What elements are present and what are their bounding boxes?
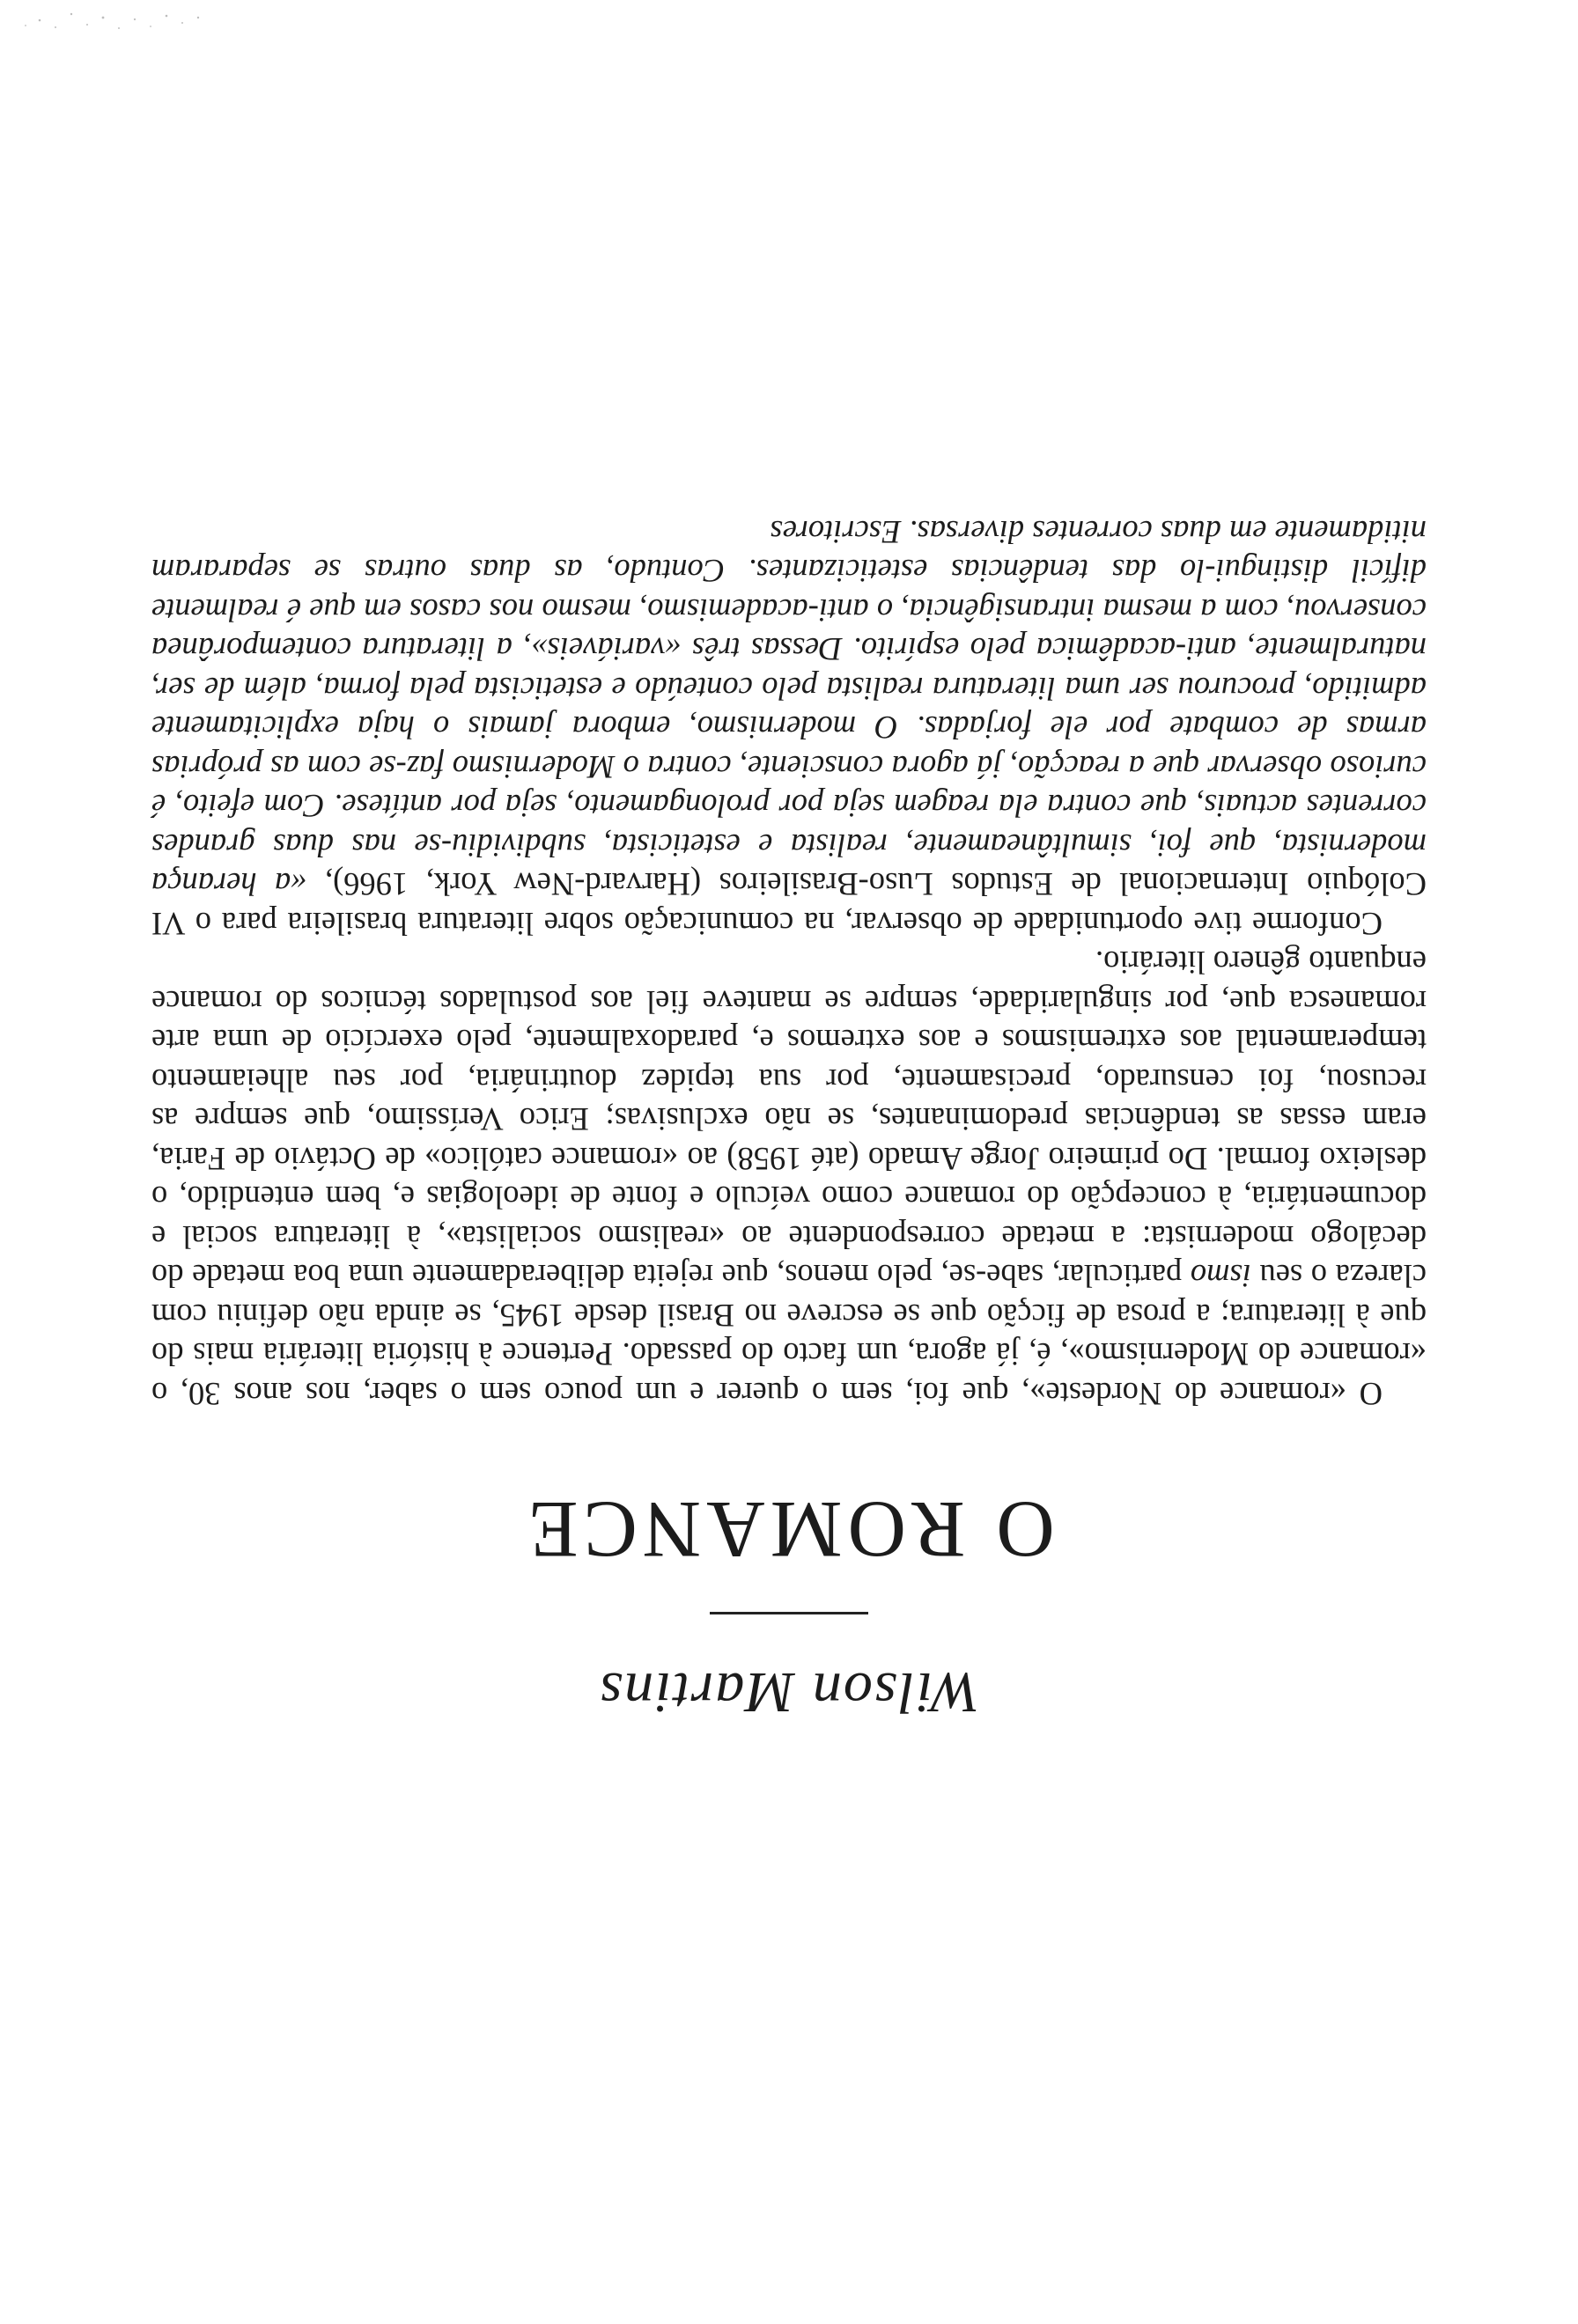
paragraph-1-text-a: O «romance do Nordeste», que foi, sem o querer e um pouco sem o saber, nos anos 30, o «romance do Modernismo», é, já agora, um facto do passado. Pertence à história literária mais do que à literatura; a prosa de ficção que se escreve no Brasil desde 1945, se ainda não definiu com clareza o seu [151,1258,1427,1412]
title-rule [710,1612,868,1614]
body-paragraph-2 [151,512,1427,944]
paragraph-1-text-b: particular, sabe-se, pelo menos, que rejeita deliberadamente uma boa metade do decálogo modernista: a metade correspondente ao «realismo socialista», à literatura social e documentária, à concepção do romance como veículo e fonte de ideologias e, bem entendido, o desleixo formal. Do primeiro Jorge Amado (até 1958) ao «romance católico» de Octávio de Faria, eram essas as tendências predominantes, se não exclusivas; Erico Veríssimo, que sempre as recusou, foi censurado, precisamente, por sua tepidez doutrinária, por seu alheiamento temperamental aos extremismos e aos extremos e, paradoxalmente, pelo exercício de uma arte romanesca que, por singularidade, sempre se manteve fiel aos postulados técnicos do romance enquanto gênero literário. [151,945,1427,1295]
chapter-title: O ROMANCE [523,1485,1055,1575]
paragraph-2-text-a: Conforme tive oportunidade de observar, na comunicação sobre literatura brasileira para o VI Colóquio Internacional de Estudos Luso-Brasileiros (Harvard-New York, 1966), [151,866,1427,942]
author-name: Wilson Martins [598,1660,980,1725]
paragraph-1-italic: ismo [1190,1258,1251,1295]
body-paragraph-1 [151,943,1427,1413]
paragraph-2-italic-quote: «a herança modernista, que foi, simultâneamente, realista e esteticista, subdividiu-se nas duas grandes correntes actuais, que contra ela reagem seja por prolongamento, seja por antítese. Com efeito, é curioso observar que a reacção, já agora consciente, contra o Modernismo faz-se com as próprias armas de combate por ele forjadas. O modernismo, embora jamais o haja explicitamente admitido, procurou ser uma literatura realista pelo conteúdo e esteticista pela forma, além de ser, naturalmente, anti-acadêmica pelo espírito. Dessas três «variáveis», a literatura contemporânea conservou, com a mesma intransigência, o anti-academismo, mesmo nos casos em que é realmente difícil distingui-lo das tendências esteticizantes. Contudo, as duas outras se separaram nitidamente em duas correntes diversas. Escritores [151,514,1427,903]
scan-noise-decoration [15,11,209,35]
page-content [151,512,1427,1726]
